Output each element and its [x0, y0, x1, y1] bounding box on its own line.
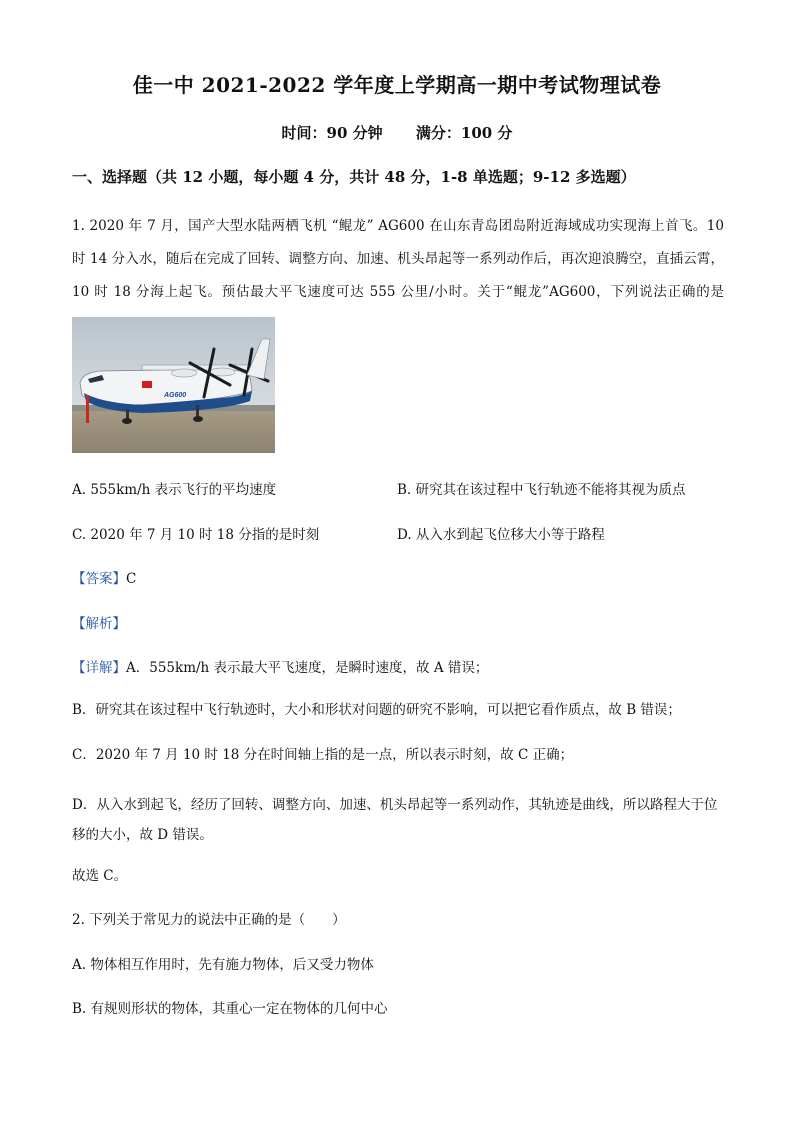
detail-b: B．研究其在该过程中飞行轨迹时，大小和形状对问题的研究不影响，可以把它看作质点，故 B 错误； [72, 702, 681, 718]
answer-tag: 【答案】 [72, 571, 126, 587]
analysis-tag: 【解析】 [72, 616, 126, 632]
q1-option-a: A. 555km/h 表示飞行的平均速度 [72, 482, 277, 498]
section-heading: 一、选择题（共 12 小题，每小题 4 分，共计 48 分，1-8 单选题；9-12 多选题） [72, 168, 636, 186]
exam-time: 时间：90 分钟 [281, 124, 383, 142]
detail-d: D．从入水到起飞，经历了回转、调整方向、加速、机头昂起等一系列动作，其轨迹是曲线，所以路程大于位移的大小，故 D 错误。 [72, 797, 718, 843]
detail-a-text: A．555km/h 表示最大平飞速度，是瞬时速度，故 A 错误； [126, 660, 489, 676]
detail-a [72, 656, 488, 676]
answer-value: C [126, 571, 137, 587]
exam-title: 佳一中 2021-2022 学年度上学期高一期中考试物理试卷 [132, 73, 662, 97]
q1-option-c: C. 2020 年 7 月 10 时 18 分指的是时刻 [72, 527, 320, 543]
question-2-stem: 2. 下列关于常见力的说法中正确的是（ ） [72, 912, 346, 928]
q1-answer [72, 567, 136, 587]
q2-option-a: A. 物体相互作用时，先有施力物体，后又受力物体 [72, 957, 374, 973]
exam-info [0, 122, 794, 143]
seaplane-photo [72, 317, 275, 453]
exam-score: 满分：100 分 [415, 124, 513, 142]
question-1-stem: 1. 2020 年 7 月，国产大型水陆两栖飞机 “鲲龙” AG600 在山东青岛团岛附近海域成功实现海上首飞。10 时 14 分入水，随后在完成了回转、调整方向、加速、机头昂起等一系列动作后，再次迎浪腾空，直插云霄，10 时 18 分海上起飞。预估最大平飞速度可达 555 公里/小时。关于“鲲龙”AG600，下列说法正确的是 [72, 218, 724, 300]
q1-option-b: B. 研究其在该过程中飞行轨迹不能将其视为质点 [397, 482, 686, 498]
detail-c: C．2020 年 7 月 10 时 18 分在时间轴上指的是一点，所以表示时刻，故 C 正确； [72, 747, 574, 763]
detail-tag: 【详解】 [72, 660, 126, 676]
q1-option-d: D. 从入水到起飞位移大小等于路程 [397, 527, 605, 543]
aircraft-marking: AG600 [164, 392, 187, 399]
q1-conclusion: 故选 C。 [72, 868, 128, 884]
q2-option-b: B. 有规则形状的物体，其重心一定在物体的几何中心 [72, 1001, 388, 1017]
